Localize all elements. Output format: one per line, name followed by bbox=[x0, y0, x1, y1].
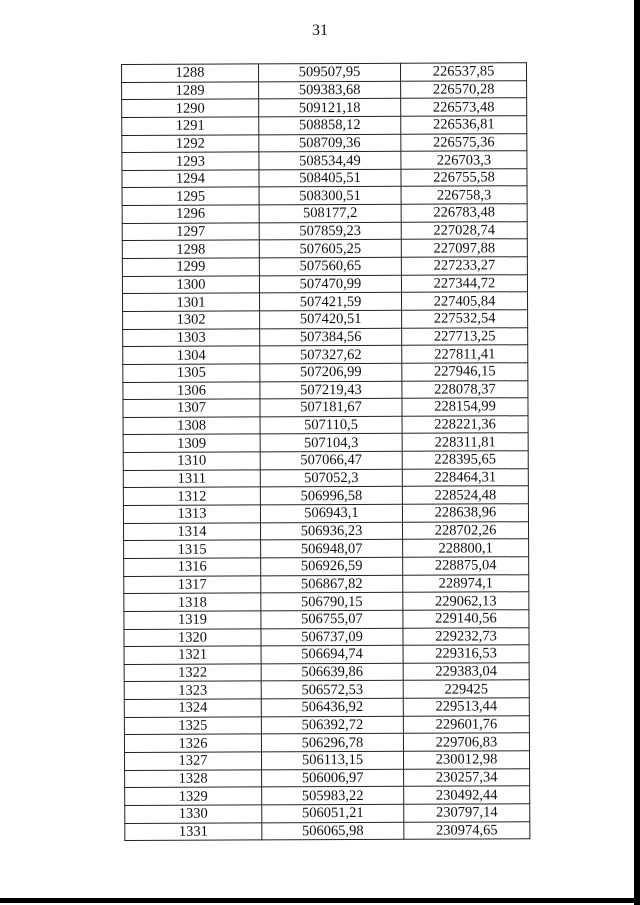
y-coordinate-cell: 229383,04 bbox=[403, 663, 529, 681]
x-coordinate-cell: 506948,07 bbox=[261, 540, 403, 558]
y-coordinate-cell: 226570,28 bbox=[401, 80, 527, 98]
table-row bbox=[123, 363, 528, 382]
x-coordinate-cell: 507104,3 bbox=[260, 434, 402, 452]
x-coordinate-cell: 507560,65 bbox=[259, 257, 401, 275]
y-coordinate-cell: 230257,34 bbox=[404, 768, 530, 786]
y-coordinate-cell: 228221,36 bbox=[402, 416, 528, 434]
point-number-cell: 1312 bbox=[123, 487, 260, 505]
point-number-cell: 1313 bbox=[123, 505, 260, 523]
point-number-cell: 1291 bbox=[122, 117, 259, 135]
table-row bbox=[123, 292, 528, 311]
x-coordinate-cell: 506006,97 bbox=[262, 769, 404, 787]
x-coordinate-cell: 506436,92 bbox=[261, 698, 403, 716]
table-row bbox=[123, 416, 528, 435]
table-row bbox=[124, 557, 529, 576]
y-coordinate-cell: 228311,81 bbox=[402, 433, 528, 451]
x-coordinate-cell: 508534,49 bbox=[259, 151, 401, 169]
table-row bbox=[122, 239, 527, 258]
x-coordinate-cell: 507327,62 bbox=[260, 346, 402, 364]
table-row bbox=[124, 574, 529, 593]
x-coordinate-cell: 507420,51 bbox=[260, 310, 402, 328]
x-coordinate-cell: 506737,09 bbox=[261, 628, 403, 646]
point-number-cell: 1316 bbox=[124, 558, 261, 576]
table-row bbox=[124, 733, 529, 752]
table-row bbox=[122, 80, 527, 99]
table-row bbox=[124, 592, 529, 611]
table-row bbox=[124, 521, 529, 540]
table-row bbox=[122, 151, 527, 170]
table-row bbox=[123, 327, 528, 346]
y-coordinate-cell: 228800,1 bbox=[403, 539, 529, 557]
x-coordinate-cell: 507181,67 bbox=[260, 398, 402, 416]
x-coordinate-cell: 509507,95 bbox=[259, 63, 401, 81]
table-row bbox=[122, 221, 527, 240]
x-coordinate-cell: 506392,72 bbox=[261, 716, 403, 734]
point-number-cell: 1321 bbox=[124, 646, 261, 664]
y-coordinate-cell: 230492,44 bbox=[404, 786, 530, 804]
y-coordinate-cell: 227811,41 bbox=[402, 345, 528, 363]
point-number-cell: 1299 bbox=[122, 258, 259, 276]
table-row bbox=[123, 345, 528, 364]
point-number-cell: 1293 bbox=[122, 152, 259, 170]
x-coordinate-cell: 507219,43 bbox=[260, 381, 402, 399]
x-coordinate-cell: 508709,36 bbox=[259, 134, 401, 152]
coordinates-table bbox=[121, 62, 530, 841]
table-row bbox=[122, 204, 527, 223]
table-row bbox=[123, 486, 528, 505]
table-row bbox=[125, 821, 530, 840]
x-coordinate-cell: 506694,74 bbox=[261, 645, 403, 663]
x-coordinate-cell: 506790,15 bbox=[261, 592, 403, 610]
point-number-cell: 1290 bbox=[122, 99, 259, 117]
point-number-cell: 1297 bbox=[122, 223, 259, 241]
table-row bbox=[122, 98, 527, 117]
table-row bbox=[122, 257, 527, 276]
y-coordinate-cell: 229232,73 bbox=[403, 627, 529, 645]
x-coordinate-cell: 506755,07 bbox=[261, 610, 403, 628]
y-coordinate-cell: 228875,04 bbox=[403, 557, 529, 575]
table-row bbox=[122, 169, 527, 188]
x-coordinate-cell: 506943,1 bbox=[260, 504, 402, 522]
point-number-cell: 1328 bbox=[125, 770, 262, 788]
point-number-cell: 1319 bbox=[124, 611, 261, 629]
x-coordinate-cell: 506296,78 bbox=[261, 734, 403, 752]
point-number-cell: 1329 bbox=[125, 787, 262, 805]
point-number-cell: 1289 bbox=[122, 82, 259, 100]
x-coordinate-cell: 508177,2 bbox=[259, 204, 401, 222]
y-coordinate-cell: 226703,3 bbox=[401, 151, 527, 169]
point-number-cell: 1330 bbox=[125, 805, 262, 823]
table-row bbox=[123, 433, 528, 452]
x-coordinate-cell: 507066,47 bbox=[260, 451, 402, 469]
table-row bbox=[122, 116, 527, 135]
point-number-cell: 1325 bbox=[124, 717, 261, 735]
y-coordinate-cell: 229316,53 bbox=[403, 645, 529, 663]
table-row bbox=[124, 715, 529, 734]
page-number: 31 bbox=[312, 22, 328, 39]
x-coordinate-cell: 507384,56 bbox=[260, 328, 402, 346]
table-row bbox=[123, 504, 528, 523]
point-number-cell: 1326 bbox=[124, 734, 261, 752]
point-number-cell: 1320 bbox=[124, 628, 261, 646]
point-number-cell: 1311 bbox=[123, 470, 260, 488]
y-coordinate-cell: 226758,3 bbox=[401, 186, 527, 204]
table-row bbox=[122, 63, 527, 82]
y-coordinate-cell: 227028,74 bbox=[401, 221, 527, 239]
table-row bbox=[124, 539, 529, 558]
table-row bbox=[125, 786, 530, 805]
y-coordinate-cell: 229513,44 bbox=[403, 698, 529, 716]
x-coordinate-cell: 507421,59 bbox=[260, 293, 402, 311]
point-number-cell: 1318 bbox=[124, 593, 261, 611]
table-row bbox=[124, 645, 529, 664]
table-row bbox=[123, 380, 528, 399]
table-row bbox=[125, 804, 530, 823]
point-number-cell: 1292 bbox=[122, 134, 259, 152]
point-number-cell: 1317 bbox=[124, 575, 261, 593]
point-number-cell: 1295 bbox=[122, 187, 259, 205]
table-row bbox=[122, 186, 527, 205]
point-number-cell: 1327 bbox=[125, 752, 262, 770]
point-number-cell: 1304 bbox=[123, 346, 260, 364]
point-number-cell: 1309 bbox=[123, 434, 260, 452]
y-coordinate-cell: 227097,88 bbox=[401, 239, 527, 257]
table-row bbox=[123, 310, 528, 329]
x-coordinate-cell: 507206,99 bbox=[260, 363, 402, 381]
y-coordinate-cell: 228154,99 bbox=[402, 398, 528, 416]
table-row bbox=[124, 680, 529, 699]
y-coordinate-cell: 226573,48 bbox=[401, 98, 527, 116]
x-coordinate-cell: 509383,68 bbox=[259, 81, 401, 99]
x-coordinate-cell: 506113,15 bbox=[262, 751, 404, 769]
x-coordinate-cell: 507110,5 bbox=[260, 416, 402, 434]
x-coordinate-cell: 506572,53 bbox=[261, 681, 403, 699]
x-coordinate-cell: 506065,98 bbox=[262, 822, 404, 840]
table-row bbox=[124, 627, 529, 646]
y-coordinate-cell: 228464,31 bbox=[402, 468, 528, 486]
table-row bbox=[124, 610, 529, 629]
point-number-cell: 1323 bbox=[124, 681, 261, 699]
y-coordinate-cell: 227713,25 bbox=[402, 327, 528, 345]
point-number-cell: 1310 bbox=[123, 452, 260, 470]
y-coordinate-cell: 229140,56 bbox=[403, 610, 529, 628]
x-coordinate-cell: 509121,18 bbox=[259, 99, 401, 117]
y-coordinate-cell: 230012,98 bbox=[404, 751, 530, 769]
x-coordinate-cell: 507052,3 bbox=[260, 469, 402, 487]
y-coordinate-cell: 226575,36 bbox=[401, 133, 527, 151]
point-number-cell: 1308 bbox=[123, 417, 260, 435]
point-number-cell: 1315 bbox=[124, 540, 261, 558]
x-coordinate-cell: 506926,59 bbox=[261, 557, 403, 575]
table-row bbox=[123, 468, 528, 487]
y-coordinate-cell: 226537,85 bbox=[400, 63, 526, 81]
y-coordinate-cell: 230974,65 bbox=[404, 821, 530, 839]
y-coordinate-cell: 229706,83 bbox=[403, 733, 529, 751]
right-edge-border bbox=[634, 0, 640, 905]
y-coordinate-cell: 228078,37 bbox=[402, 380, 528, 398]
y-coordinate-cell: 228395,65 bbox=[402, 451, 528, 469]
x-coordinate-cell: 505983,22 bbox=[262, 787, 404, 805]
point-number-cell: 1331 bbox=[125, 822, 262, 840]
y-coordinate-cell: 229425 bbox=[403, 680, 529, 698]
point-number-cell: 1300 bbox=[122, 276, 259, 294]
bottom-edge-border bbox=[0, 898, 640, 903]
x-coordinate-cell: 507605,25 bbox=[259, 240, 401, 258]
x-coordinate-cell: 508405,51 bbox=[259, 169, 401, 187]
y-coordinate-cell: 229062,13 bbox=[403, 592, 529, 610]
y-coordinate-cell: 227233,27 bbox=[401, 257, 527, 275]
point-number-cell: 1322 bbox=[124, 664, 261, 682]
x-coordinate-cell: 506936,23 bbox=[261, 522, 403, 540]
x-coordinate-cell: 508858,12 bbox=[259, 116, 401, 134]
point-number-cell: 1306 bbox=[123, 381, 260, 399]
x-coordinate-cell: 506051,21 bbox=[262, 804, 404, 822]
x-coordinate-cell: 506867,82 bbox=[261, 575, 403, 593]
table-row bbox=[125, 751, 530, 770]
x-coordinate-cell: 506639,86 bbox=[261, 663, 403, 681]
y-coordinate-cell: 227344,72 bbox=[401, 274, 527, 292]
table-row bbox=[123, 451, 528, 470]
point-number-cell: 1305 bbox=[123, 364, 260, 382]
x-coordinate-cell: 508300,51 bbox=[259, 187, 401, 205]
table-row bbox=[122, 133, 527, 152]
point-number-cell: 1301 bbox=[123, 293, 260, 311]
table-row bbox=[124, 698, 529, 717]
point-number-cell: 1294 bbox=[122, 170, 259, 188]
point-number-cell: 1314 bbox=[124, 523, 261, 541]
y-coordinate-cell: 230797,14 bbox=[404, 804, 530, 822]
point-number-cell: 1296 bbox=[122, 205, 259, 223]
y-coordinate-cell: 226783,48 bbox=[401, 204, 527, 222]
table-row bbox=[124, 663, 529, 682]
point-number-cell: 1307 bbox=[123, 399, 260, 417]
table-row bbox=[123, 398, 528, 417]
x-coordinate-cell: 507470,99 bbox=[259, 275, 401, 293]
point-number-cell: 1303 bbox=[123, 329, 260, 347]
y-coordinate-cell: 229601,76 bbox=[403, 715, 529, 733]
coordinates-table-body bbox=[122, 63, 530, 841]
point-number-cell: 1288 bbox=[122, 64, 259, 82]
point-number-cell: 1298 bbox=[122, 240, 259, 258]
table-row bbox=[125, 768, 530, 787]
y-coordinate-cell: 227532,54 bbox=[402, 310, 528, 328]
x-coordinate-cell: 507859,23 bbox=[259, 222, 401, 240]
y-coordinate-cell: 226536,81 bbox=[401, 116, 527, 134]
y-coordinate-cell: 228702,26 bbox=[403, 521, 529, 539]
y-coordinate-cell: 228638,96 bbox=[402, 504, 528, 522]
y-coordinate-cell: 228974,1 bbox=[403, 574, 529, 592]
y-coordinate-cell: 226755,58 bbox=[401, 169, 527, 187]
y-coordinate-cell: 228524,48 bbox=[402, 486, 528, 504]
point-number-cell: 1302 bbox=[123, 311, 260, 329]
x-coordinate-cell: 506996,58 bbox=[260, 487, 402, 505]
y-coordinate-cell: 227405,84 bbox=[402, 292, 528, 310]
y-coordinate-cell: 227946,15 bbox=[402, 363, 528, 381]
point-number-cell: 1324 bbox=[124, 699, 261, 717]
table-row bbox=[122, 274, 527, 293]
